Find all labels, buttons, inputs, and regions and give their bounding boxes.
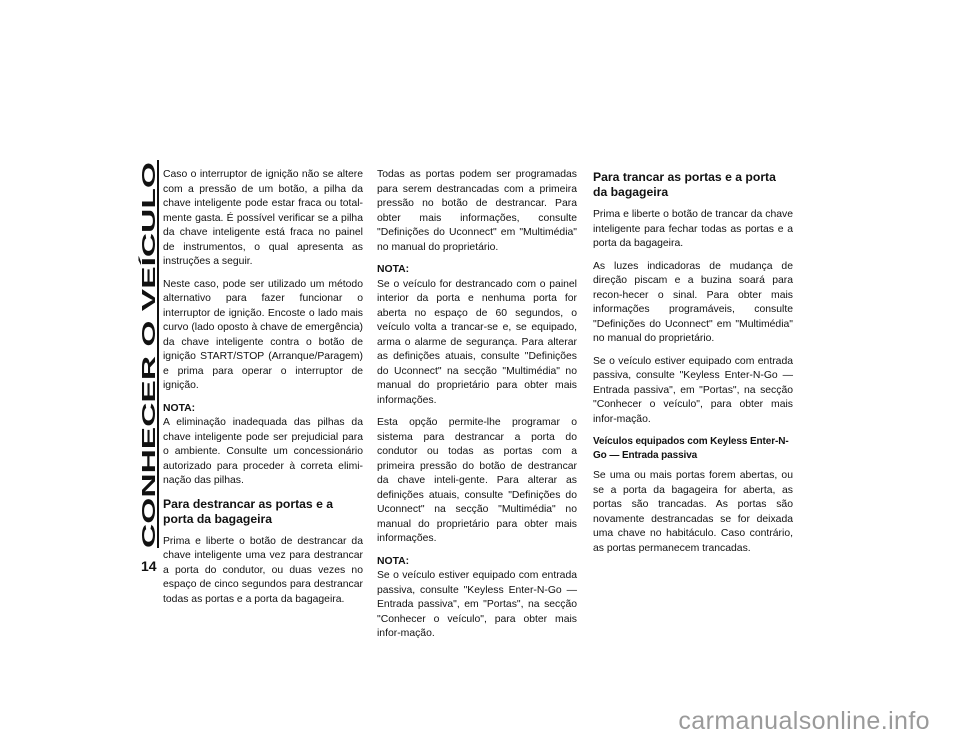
note-text: Se o veículo for destrancado com o painel interior da porta e nenhuma porta for aberta no espaço de 60 segundos, o veículo volta a trancar-se e, se equipado, arma o alarme de segurança. Para alterar as definições atuais, consulte "Definições do Uconnect" na secção "Multimédia" no manual do proprietário para obter mais informações. [377,278,577,406]
note [377,555,577,642]
section-rule [157,160,159,548]
paragraph: Todas as portas podem ser programadas para serem destrancadas com a primeira pressão no botão de destrancar. Para obter mais informações, consulte "Definições do Uconnect" em "Multimédia" no manual do proprietário. [377,169,577,253]
note-label: NOTA: [377,264,410,275]
paragraph: As luzes indicadoras de mudança de direção piscam e a buzina soará para recon-hecer o sinal. Para obter mais informações programáveis, consulte "Definições do Uconnect" em "Multimédia" no manual do proprietário. [593,260,793,344]
watermark: carmanualsonline.info [678,707,930,735]
page-number: 14 [141,558,157,574]
section-heading: Para destrancar as portas e a porta da bagageira [163,496,334,526]
note-label: NOTA: [163,402,196,414]
column-right [593,168,793,564]
note-text: A eliminação inadequada das pilhas da chave inteligente pode ser prejudicial para o ambiente. Consulte um concessionário autorizado para proceder à correta elimi-nação das pilhas. [163,417,363,486]
paragraph: Neste caso, pode ser utilizado um método alternativo para fazer funcionar o interruptor de ignição. Encoste o lado mais curvo (lado oposto à chave de emergência) da chave inteligente contra o botão de ignição START/STOP (Arranque/Paragem) e prima para operar o interruptor de ignição. [163,278,363,391]
paragraph: Prima e liberte o botão de destrancar da chave inteligente uma vez para destrancar a porta do condutor, ou duas vezes no espaço de cinco segundos para destrancar todas as portas e a porta da bagageira. [163,535,363,605]
section-title-text: CONHECER O VEÍCULO [139,340,159,548]
section-heading: Para trancar as portas e a porta da bagageira [593,170,776,199]
paragraph: Se o veículo estiver equipado com entrada passiva, consulte "Keyless Enter-N-Go — Entrada passiva", em "Portas", na secção "Conhecer o veículo", para obter mais infor-mação. [593,355,793,425]
note-label: NOTA: [377,555,410,567]
paragraph: Prima e liberte o botão de trancar da chave inteligente para fechar todas as portas e a porta da bagageira. [593,209,793,249]
note [163,402,363,489]
column-middle [377,168,577,650]
subsection-heading: Veículos equipados com Keyless Enter-N-Go — Entrada passiva [593,436,789,461]
paragraph: Caso o interruptor de ignição não se altere com a pressão de um botão, a pilha da chave inteligente pode estar fraca ou total-mente gasta. É possível verificar se a pilha da chave inteligente está fraca no painel de instrumentos, o qual apresenta as instruções a seguir. [163,169,363,267]
paragraph: Esta opção permite-lhe programar o sistema para destrancar a porta do condutor ou todas as portas com a primeira pressão do botão de destrancar da chave inteli-gente. Para alterar as definições atuais, consulte "Definições do Uconnect" na secção "Multimédia" no manual do proprietário para obter mais informações. [377,417,577,544]
column-left [163,168,363,615]
paragraph: Se uma ou mais portas forem abertas, ou se a porta da bagageira for aberta, as portas são trancadas. As portas são novamente destrancadas se for deixada uma chave no habitáculo. Caso contrário, as portas permanecem trancadas. [593,470,793,554]
note [377,263,577,408]
note-text: Se o veículo estiver equipado com entrada passiva, consulte "Keyless Enter-N-Go — Entrada passiva", em "Portas", na secção "Conhecer o veículo", para obter mais infor-mação. [377,570,577,639]
